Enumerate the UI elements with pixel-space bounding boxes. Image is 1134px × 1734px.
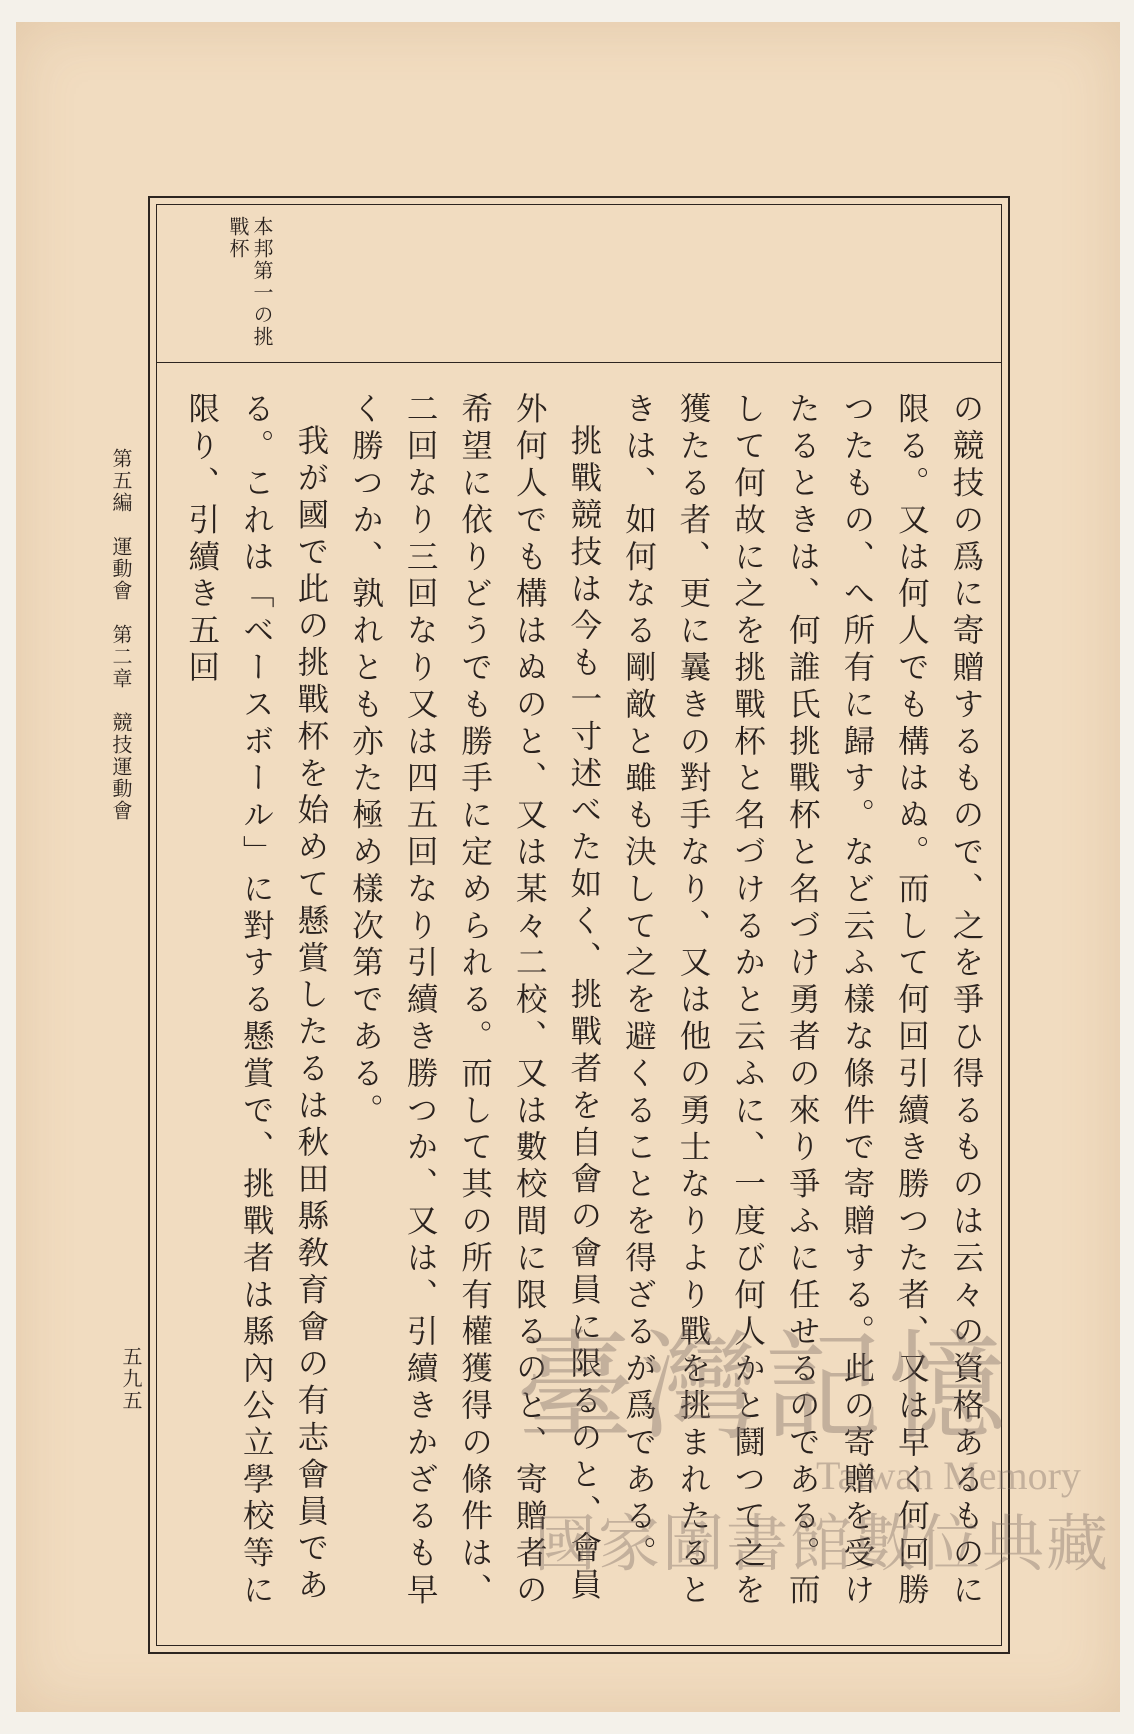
watermark-institution: 國家圖書館數位典藏: [534, 1507, 1111, 1580]
paragraph-1: の競技の爲に寄贈するもので、之を爭ひ得るものは云々の資格あるものに限る。又は何人でも構はぬ。而して何回引續き勝つた者、又は早く何回勝つたもの、へ所有に歸す。など云ふ樣な條件で寄贈する。此の寄贈を受けたるときは、何誰氏挑戰杯と名づけ勇者の來り爭ふに任せるのである。而して何故に之を挑戰杯と名づけるかと云ふに、一度び何人かと鬪つて之を獲たる者、更に曩きの對手なり、又は他の勇士なりより戰を挑まれたるときは、如何なる剛敵と雖も決して之を避くることを得ざるが爲である。: [620, 392, 984, 1610]
watermark-logo: 臺灣記憶: [516, 1318, 1013, 1456]
margin-note: 本邦第一の挑戰杯: [226, 216, 274, 348]
page-number: 五九五: [119, 1346, 143, 1412]
main-text: [171, 392, 993, 1620]
paragraph-3: 我が國で此の挑戰杯を始めて懸賞したるは秋田縣敎育會の有志會員である。これは「ベースボール」に對する懸賞で、挑戰者は縣內公立學校等に限り、引續き五回: [183, 392, 329, 1610]
running-header: 第五編 運動會 第二章 競技運動會: [109, 448, 133, 822]
watermark-latin: Taiwan Memory: [816, 1453, 1081, 1498]
paragraph-2: 挑戰競技は今も一寸述べた如く、挑戰者を自會の會員に限るのと、會員外何人でも構はぬのと、又は某々二校、又は數校間に限るのと、寄贈者の希望に依りどうでも勝手に定められる。而して其の所有權獲得の條件は、二回なり三回なり又は四五回なり引續き勝つか、又は、引續きかざるも早く勝つか、孰れとも亦た極め樣次第である。: [347, 392, 602, 1610]
header-rule: [156, 362, 1002, 363]
book-page: [16, 22, 1120, 1712]
